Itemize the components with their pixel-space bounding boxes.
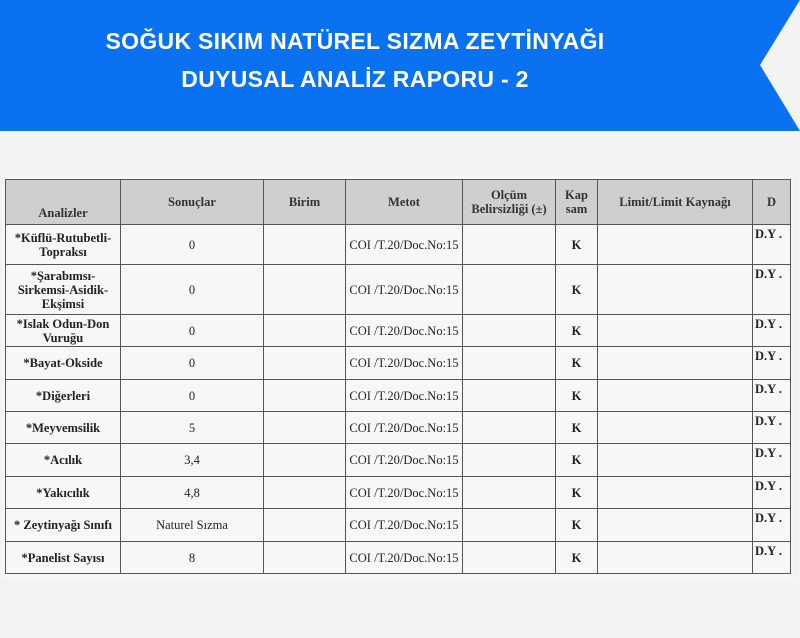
cell-sonuc: 4,8 — [121, 477, 264, 509]
cell-kapsam: K — [556, 225, 598, 265]
cell-limit — [598, 225, 753, 265]
cell-analiz: *Bayat-Okside — [6, 347, 121, 380]
cell-d: D.Y . — [753, 265, 791, 315]
table-row — [6, 347, 791, 380]
cell-limit — [598, 380, 753, 412]
cell-d: D.Y . — [753, 412, 791, 444]
cell-d: D.Y . — [753, 444, 791, 477]
cell-kapsam: K — [556, 444, 598, 477]
cell-limit — [598, 412, 753, 444]
cell-kapsam: K — [556, 265, 598, 315]
cell-kapsam: K — [556, 542, 598, 574]
cell-limit — [598, 444, 753, 477]
cell-sonuc: 5 — [121, 412, 264, 444]
cell-d: D.Y . — [753, 225, 791, 265]
cell-d: D.Y . — [753, 542, 791, 574]
column-header: Sonuçlar — [121, 180, 264, 225]
cell-olcum — [463, 477, 556, 509]
cell-olcum — [463, 380, 556, 412]
column-header: Metot — [346, 180, 463, 225]
cell-analiz: *Acılık — [6, 444, 121, 477]
report-title-line2: DUYUSAL ANALİZ RAPORU - 2 — [181, 66, 529, 92]
column-header: Birim — [264, 180, 346, 225]
cell-metot: COI /T.20/Doc.No:15 — [346, 347, 463, 380]
cell-olcum — [463, 412, 556, 444]
cell-metot: COI /T.20/Doc.No:15 — [346, 225, 463, 265]
cell-birim — [264, 347, 346, 380]
cell-kapsam: K — [556, 347, 598, 380]
cell-kapsam: K — [556, 509, 598, 542]
cell-birim — [264, 477, 346, 509]
cell-sonuc: 0 — [121, 225, 264, 265]
column-header: Analizler — [6, 180, 121, 225]
cell-olcum — [463, 444, 556, 477]
cell-birim — [264, 412, 346, 444]
table-row — [6, 380, 791, 412]
cell-limit — [598, 347, 753, 380]
table-row — [6, 265, 791, 315]
cell-sonuc: 0 — [121, 347, 264, 380]
cell-birim — [264, 380, 346, 412]
cell-sonuc: 0 — [121, 380, 264, 412]
cell-d: D.Y . — [753, 477, 791, 509]
cell-d: D.Y . — [753, 509, 791, 542]
table-row — [6, 412, 791, 444]
cell-analiz: *Küflü-Rutubetli-Topraksı — [6, 225, 121, 265]
cell-birim — [264, 509, 346, 542]
cell-metot: COI /T.20/Doc.No:15 — [346, 315, 463, 347]
cell-metot: COI /T.20/Doc.No:15 — [346, 477, 463, 509]
cell-d: D.Y . — [753, 380, 791, 412]
cell-birim — [264, 265, 346, 315]
cell-limit — [598, 542, 753, 574]
cell-analiz: *Yakıcılık — [6, 477, 121, 509]
sensory-analysis-table — [5, 179, 791, 574]
cell-birim — [264, 444, 346, 477]
cell-limit — [598, 477, 753, 509]
cell-sonuc: 3,4 — [121, 444, 264, 477]
cell-olcum — [463, 542, 556, 574]
cell-analiz: *Diğerleri — [6, 380, 121, 412]
cell-metot: COI /T.20/Doc.No:15 — [346, 412, 463, 444]
column-header: Limit/Limit Kaynağı — [598, 180, 753, 225]
cell-analiz: *Meyvemsilik — [6, 412, 121, 444]
cell-kapsam: K — [556, 380, 598, 412]
cell-kapsam: K — [556, 477, 598, 509]
cell-kapsam: K — [556, 315, 598, 347]
cell-d: D.Y . — [753, 347, 791, 380]
cell-olcum — [463, 265, 556, 315]
cell-olcum — [463, 315, 556, 347]
cell-olcum — [463, 509, 556, 542]
cell-analiz: *Islak Odun-Don Vuruğu — [6, 315, 121, 347]
table-row — [6, 509, 791, 542]
column-header: Olçüm Belirsizliği (±) — [463, 180, 556, 225]
cell-metot: COI /T.20/Doc.No:15 — [346, 542, 463, 574]
scanned-report — [3, 176, 793, 578]
cell-birim — [264, 542, 346, 574]
table-row — [6, 444, 791, 477]
cell-metot: COI /T.20/Doc.No:15 — [346, 265, 463, 315]
column-header: Kap sam — [556, 180, 598, 225]
cell-sonuc: 8 — [121, 542, 264, 574]
cell-analiz: *Panelist Sayısı — [6, 542, 121, 574]
cell-olcum — [463, 225, 556, 265]
cell-analiz: *Şarabımsı-Sirkemsi-Asidik-Ekşimsi — [6, 265, 121, 315]
cell-sonuc: 0 — [121, 265, 264, 315]
table-row — [6, 315, 791, 347]
cell-birim — [264, 225, 346, 265]
table-row — [6, 477, 791, 509]
report-title-line1: SOĞUK SIKIM NATÜREL SIZMA ZEYTİNYAĞI — [105, 28, 605, 54]
cell-sonuc: 0 — [121, 315, 264, 347]
table-row — [6, 542, 791, 574]
cell-metot: COI /T.20/Doc.No:15 — [346, 509, 463, 542]
cell-metot: COI /T.20/Doc.No:15 — [346, 380, 463, 412]
cell-limit — [598, 509, 753, 542]
cell-olcum — [463, 347, 556, 380]
table-row — [6, 225, 791, 265]
cell-limit — [598, 265, 753, 315]
cell-limit — [598, 315, 753, 347]
cell-metot: COI /T.20/Doc.No:15 — [346, 444, 463, 477]
cell-sonuc: Naturel Sızma — [121, 509, 264, 542]
cell-analiz: * Zeytinyağı Sınıfı — [6, 509, 121, 542]
column-header: D — [753, 180, 791, 225]
cell-birim — [264, 315, 346, 347]
cell-d: D.Y . — [753, 315, 791, 347]
cell-kapsam: K — [556, 412, 598, 444]
